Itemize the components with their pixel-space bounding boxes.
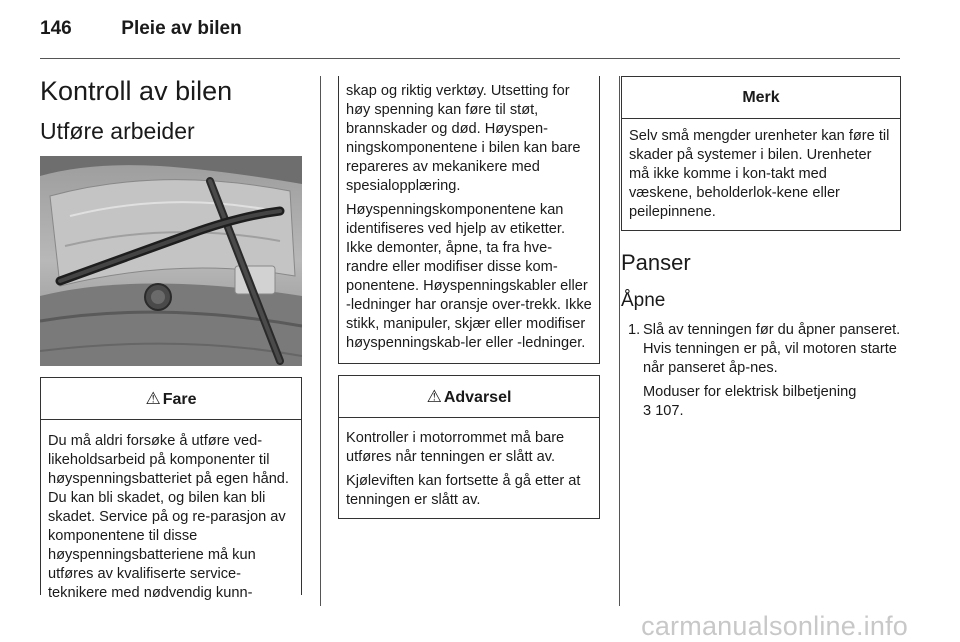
note-text: Selv små mengder urenheter kan føre til skader på systemer i bilen. Urenheter må ikke komme i kon-takt med væskene, beholderlok-kene eller peilepinnene.	[629, 128, 890, 220]
step-number: 1.	[628, 322, 641, 338]
page-number: 146	[40, 18, 72, 39]
page-title: Kontroll av bilen	[40, 76, 233, 106]
reference-text: Moduser for elektrisk bilbetjening	[643, 384, 857, 400]
caution-label: Advarsel	[443, 389, 512, 406]
note-box	[621, 76, 901, 231]
danger-text-continued: skap og riktig verktøy. Utsetting for høy spenning kan føre til støt, brannskader og død. Høyspen-ningskomponentene i bilen kan bare repareres av mekanikere med spesialopplæring.	[346, 83, 581, 194]
column-divider	[619, 76, 620, 606]
danger-box	[40, 377, 302, 601]
watermark: carmanualsonline.info	[641, 611, 908, 641]
caution-text-1: Kontroller i motorrommet må bare utføres når tenningen er slått av.	[346, 430, 565, 465]
subsection-heading: Åpne	[621, 290, 666, 311]
warning-triangle-icon: ⚠	[145, 389, 161, 408]
list-item	[621, 321, 901, 426]
header-rule	[40, 58, 900, 59]
danger-box-body	[41, 420, 301, 611]
column-right	[621, 76, 901, 426]
column-divider	[320, 76, 321, 606]
danger-box-continued	[338, 76, 600, 364]
section-subtitle: Utføre arbeider	[40, 118, 195, 144]
warning-triangle-icon: ⚠	[426, 387, 442, 406]
column-middle	[338, 76, 600, 519]
step-content	[643, 321, 901, 426]
danger-text-labels: Høyspenningskomponentene kan identifiseres ved hjelp av etiketter. Ikke demonter, åpne, ta fra hve-randre eller modifiser disse kom-ponentene. Høyspenningskabler eller -ledninger har oransje over-trekk. Ikke stikk, manipuler, skjær eller modifiser høyspenningskab-ler eller -ledninger.	[346, 202, 592, 351]
danger-text: Du må aldri forsøke å utføre ved-likeholdsarbeid på komponenter til høyspenningsbatteriet på egen hånd. Du kan bli skadet, og bilen kan bli skadet. Service på og re-parasjon av komponentene til disse høyspenningsbatteriene må kun utføres av kvalifiserte service-teknikere med nødvendig kunn-	[48, 433, 289, 601]
caution-box	[338, 375, 600, 519]
section-heading: Panser	[621, 250, 691, 275]
engine-bay-photo	[40, 156, 302, 366]
page-ref-arrow-icon: 3	[643, 403, 652, 419]
note-box-body	[622, 119, 900, 230]
caution-box-header	[339, 376, 599, 418]
page-header	[40, 18, 242, 40]
note-box-header: Merk	[622, 77, 900, 119]
danger-box-continued-body	[339, 76, 599, 361]
reference-page-link[interactable]: 107.	[655, 403, 684, 419]
caution-text-2: Kjøleviften kan fortsette å gå etter at tenningen er slått av.	[346, 473, 581, 508]
step-reference	[643, 383, 901, 421]
chapter-title: Pleie av bilen	[121, 18, 242, 39]
column-left	[40, 74, 302, 601]
danger-label: Fare	[162, 391, 197, 408]
caution-box-body	[339, 418, 599, 518]
danger-box-header	[41, 378, 301, 420]
step-text: Slå av tenningen før du åpner panseret. Hvis tenningen er på, vil motoren starte når panseret åp-nes.	[643, 322, 901, 376]
